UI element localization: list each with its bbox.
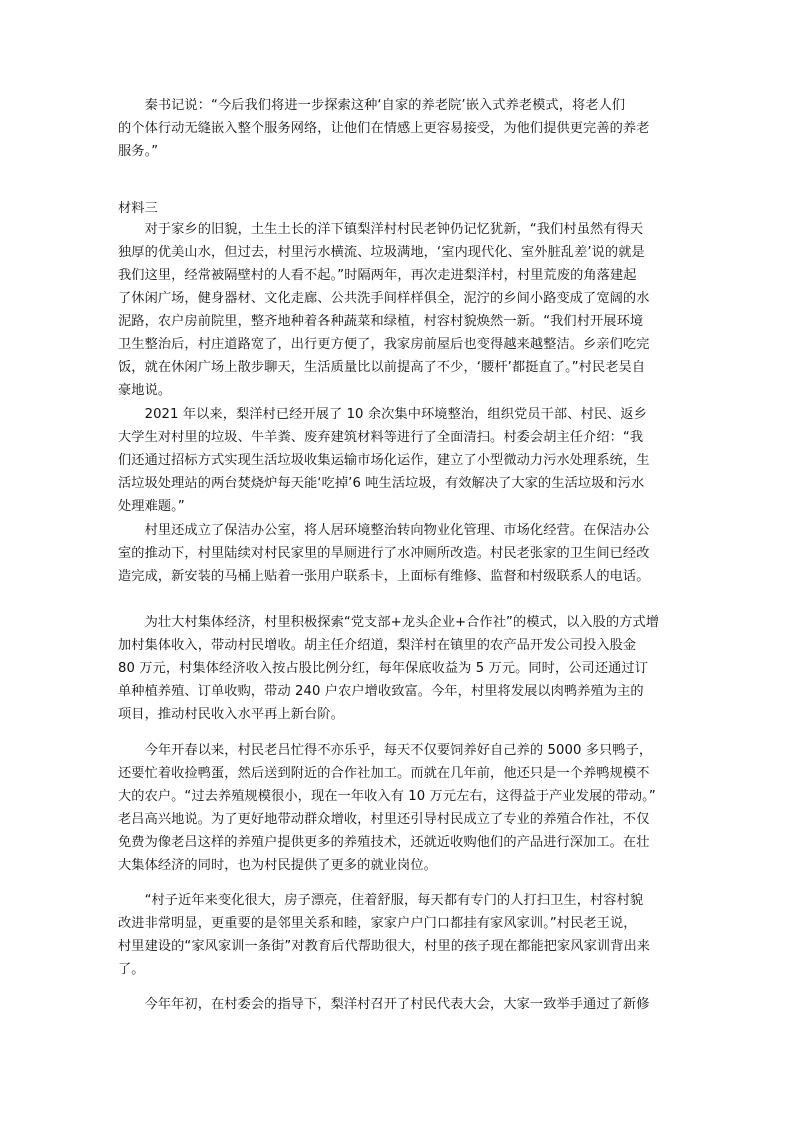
section-heading	[118, 197, 684, 220]
paragraph-old-look	[118, 218, 684, 402]
text-line: 泥路，农户房前院里，整齐地种着各种蔬菜和绿植，村容村貌焕然一新。“我们村开展环境	[118, 314, 644, 329]
text-line: 处理难题。”	[118, 499, 185, 514]
text-line: 造完成，新安装的马桶上贴着一张用户联系卡，上面标有维修、监督和村级联系人的电话。	[118, 569, 650, 584]
text-line: “村子近年来变化很大，房子漂亮，住着舒服，每天都有专门的人打扫卫生，村容村貌	[118, 893, 644, 908]
text-line: 了休闲广场，健身器材、文化走廊、公共洗手间样样俱全，泥泞的乡间小路变成了宽阔的水	[118, 291, 650, 306]
paragraph-2021	[118, 403, 684, 518]
paragraph-this-year	[118, 993, 684, 1016]
text-line: 村里还成立了保洁办公室，将人居环境整治转向物业化管理、市场化经营。在保洁办公	[118, 523, 650, 538]
text-line: 独厚的优美山水，但过去，村里污水横流、垃圾满地，‘室内现代化、室外脏乱差’说的就是	[118, 245, 645, 260]
text-line: 大的农户。“过去养殖规模很小，现在一年收入有 10 万元左右，这得益于产业发展的带动。”	[118, 789, 656, 804]
text-line: 今年开春以来，村民老吕忙得不亦乐乎，每天不仅要饲养好自己养的 5000 多只鸭子，	[118, 743, 653, 758]
text-line: 的个体行动无缝嵌入整个服务网络，让他们在情感上更容易接受，为他们提供更完善的养老	[118, 121, 650, 136]
paragraph-collective-economy	[118, 611, 684, 726]
paragraph-lao-lv	[118, 739, 684, 877]
text-line: 项目，推动村民收入水平再上新台阶。	[118, 707, 344, 722]
text-line: 活垃圾处理站的两台焚烧炉每天能‘吃掉’6 吨生活垃圾，有效解决了大家的生活垃圾和污水	[118, 476, 645, 491]
text-line: 饭，就在休闲广场上散步聊天，生活质量比以前提高了不少，‘腰杆’都挺直了。”村民老吴自	[118, 360, 646, 375]
paragraph-lao-wang	[118, 889, 684, 981]
text-line: 加村集体收入，带动村民增收。胡主任介绍道，梨洋村在镇里的农产品开发公司投入股金	[118, 638, 637, 653]
text-line: 还要忙着收捡鸭蛋，然后送到附近的合作社加工。而就在几年前，他还只是一个养鸭规模不	[118, 766, 650, 781]
text-line: 室的推动下，村里陆续对村民家里的旱厕进行了水冲厕所改造。村民老张家的卫生间已经改	[118, 546, 650, 561]
section-heading-text: 材料三	[118, 201, 158, 216]
text-line: 我们这里，经常被隔壁村的人看不起。”时隔两年，再次走进梨洋村，村里荒废的角落建起	[118, 268, 637, 283]
text-line: 们还通过招标方式实现生活垃圾收集运输市场化运作，建立了小型微动力污水处理系统，生	[118, 453, 650, 468]
text-line: 改进非常明显，更重要的是邻里关系和睦，家家户户门口都挂有家风家训。”村民老王说，	[118, 916, 637, 931]
text-line: 2021 年以来，梨洋村已经开展了 10 余次集中环境整治，组织党员干部、村民、返乡	[118, 407, 647, 422]
text-line: 服务。”	[118, 144, 159, 159]
text-line: 今年年初，在村委会的指导下，梨洋村召开了村民代表大会，大家一致举手通过了新修	[118, 997, 650, 1012]
paragraph-cleaning-office	[118, 519, 684, 588]
text-line: 对于家乡的旧貌，土生土长的洋下镇梨洋村村民老钟仍记忆犹新，“我们村虽然有得天	[118, 222, 644, 237]
text-line: 免费为像老吕这样的养殖户提供更多的养殖技术，还就近收购他们的产品进行深加工。在壮	[118, 835, 650, 850]
text-line: 豪地说。	[118, 383, 172, 398]
text-line: 秦书记说：“今后我们将进一步探索这种‘自家的养老院’嵌入式养老模式，将老人们	[118, 98, 626, 113]
text-line: 为壮大村集体经济，村里积极探索“党支部+龙头企业+合作社”的模式，以入股的方式增	[118, 615, 660, 630]
text-line: 大集体经济的同时，也为村民提供了更多的就业岗位。	[118, 858, 437, 873]
text-line: 大学生对村里的垃圾、牛羊粪、废弃建筑材料等进行了全面清扫。村委会胡主任介绍：“我	[118, 430, 644, 445]
paragraph-qin-quote	[118, 94, 684, 163]
text-line: 80 万元，村集体经济收入按占股比例分红，每年保底收益为 5 万元。同时，公司还通过订	[118, 661, 648, 676]
text-line: 卫生整治后，村庄道路宽了，出行更方便了，我家房前屋后也变得越来越整洁。乡亲们吃完	[118, 337, 650, 352]
text-line: 了。	[118, 962, 145, 977]
text-line: 单种植养殖、订单收购，带动 240 户农户增收致富。今年，村里将发展以肉鸭养殖为主的	[118, 684, 644, 699]
text-line: 村里建设的“家风家训一条街”对教育后代帮助很大，村里的孩子现在都能把家风家训背出来	[118, 939, 651, 954]
text-line: 老吕高兴地说。为了更好地带动群众增收，村里还引导村民成立了专业的养殖合作社，不仅	[118, 812, 650, 827]
